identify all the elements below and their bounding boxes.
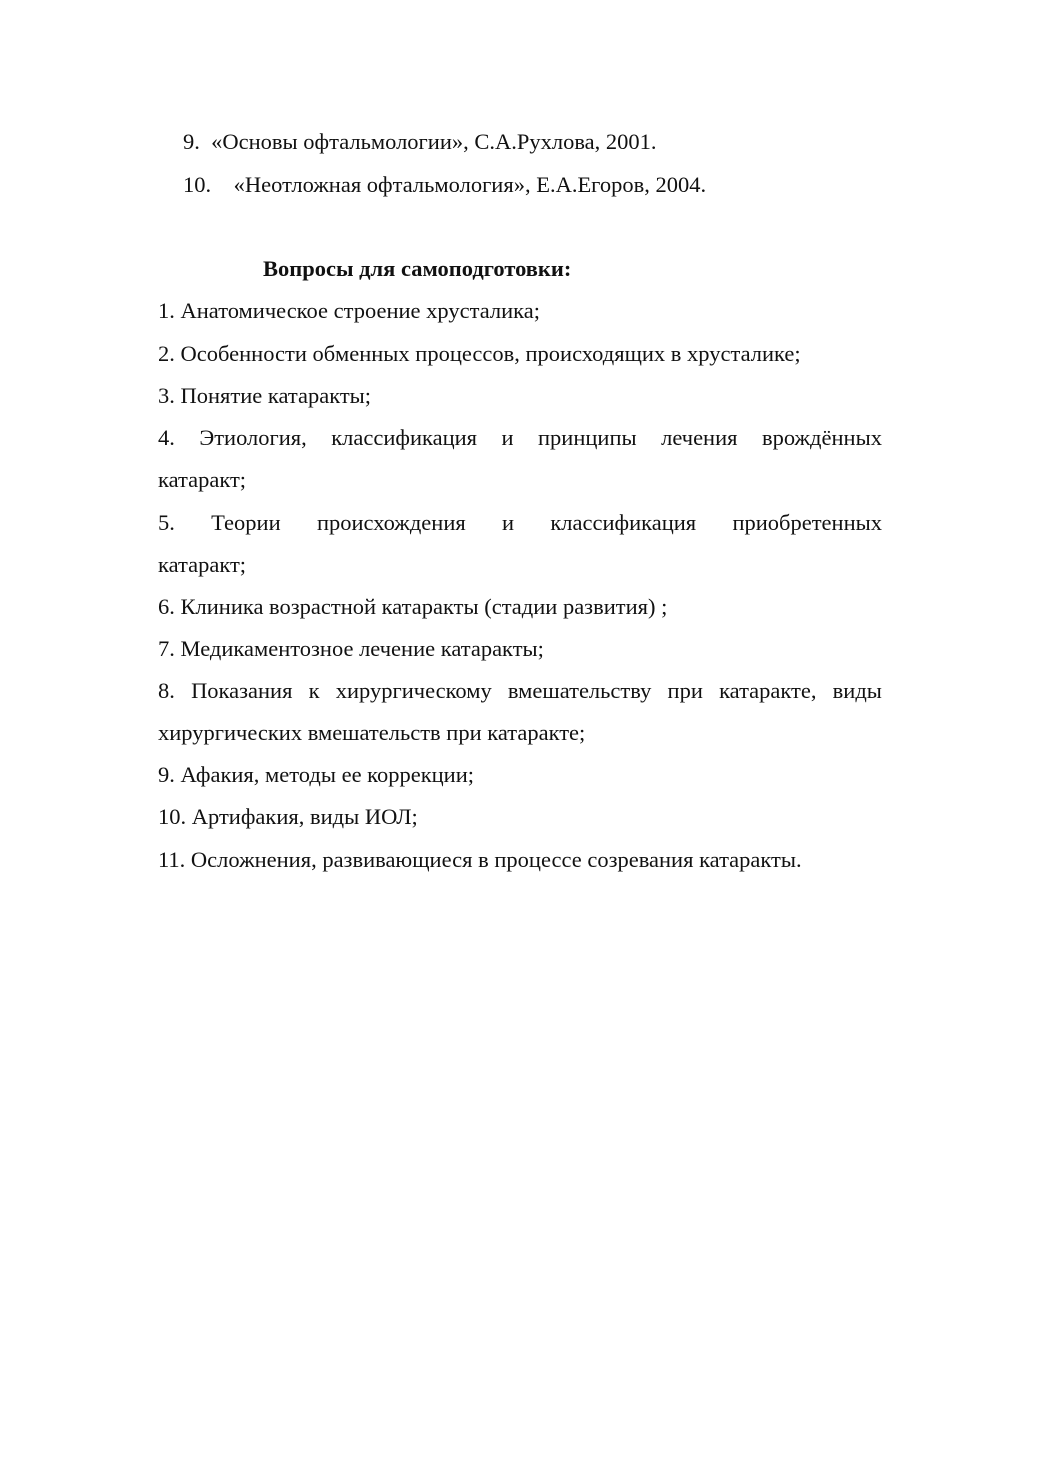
word: виды: [832, 678, 882, 703]
word: к: [308, 678, 320, 703]
word: приобретенных: [732, 510, 882, 535]
word: принципы: [538, 425, 637, 450]
word: катаракте,: [719, 678, 817, 703]
question-item: [158, 680, 882, 703]
word: классификация: [550, 510, 697, 535]
question-item: 1. Анатомическое строение хрусталика;: [158, 298, 540, 323]
word: лечения: [661, 425, 738, 450]
word: и: [501, 425, 514, 450]
word: хирургическому: [335, 678, 492, 703]
reference-item: [183, 174, 706, 197]
word: и: [502, 510, 515, 535]
reference-text: «Неотложная офтальмология», Е.А.Егоров, 2004.: [233, 172, 707, 197]
question-item: 9. Афакия, методы ее коррекции;: [158, 762, 475, 787]
reference-number: 10.: [183, 172, 212, 197]
word: Показания: [191, 678, 293, 703]
word: 8.: [158, 678, 175, 703]
question-item: 6. Клиника возрастной катаракты (стадии развития) ;: [158, 594, 668, 619]
question-continuation: катаракт;: [158, 467, 247, 492]
reference-number: 9.: [183, 129, 200, 154]
word: 4.: [158, 425, 175, 450]
question-continuation: хирургических вмешательств при катаракте;: [158, 720, 586, 745]
question-item: 7. Медикаментозное лечение катаракты;: [158, 636, 544, 661]
question-item: 2. Особенности обменных процессов, происходящих в хрусталике;: [158, 341, 801, 366]
question-item: [158, 427, 882, 450]
word: вмешательству: [507, 678, 652, 703]
question-item: [158, 512, 882, 535]
reference-item: [183, 131, 657, 154]
question-item: 3. Понятие катаракты;: [158, 383, 372, 408]
word: происхождения: [316, 510, 466, 535]
section-heading: Вопросы для самоподготовки:: [263, 256, 572, 281]
question-item: 10. Артифакия, виды ИОЛ;: [158, 804, 418, 829]
question-item: 11. Осложнения, развивающиеся в процессе созревания катаракты.: [158, 847, 802, 872]
word: Теории: [211, 510, 281, 535]
word: 5.: [158, 510, 175, 535]
word: классификация: [331, 425, 478, 450]
word: при: [667, 678, 703, 703]
question-continuation: катаракт;: [158, 552, 247, 577]
word: врождённых: [761, 425, 882, 450]
word: Этиология,: [199, 425, 307, 450]
reference-text: «Основы офтальмологии», С.А.Рухлова, 2001.: [211, 129, 657, 154]
